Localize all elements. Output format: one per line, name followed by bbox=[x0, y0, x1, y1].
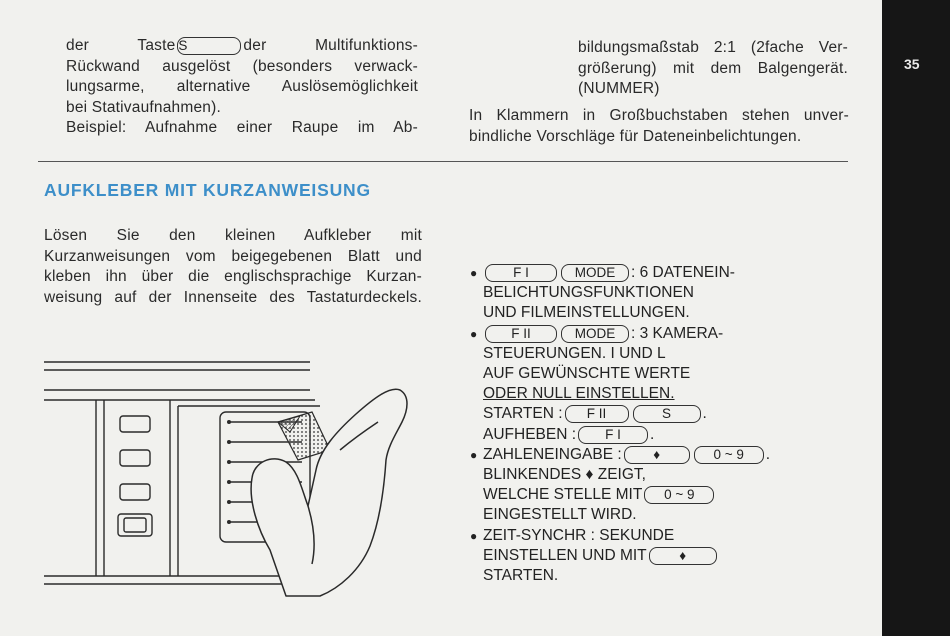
mode-key: MODE bbox=[561, 264, 629, 282]
instruction-4-line-3: STARTEN. bbox=[483, 567, 559, 585]
diamond-key: ♦ bbox=[624, 446, 690, 464]
instruction-3-line-4: EINGESTELLT WIRD. bbox=[483, 506, 637, 524]
sticker-line-4: weisung auf der Innenseite des Tastaturdeckels. bbox=[44, 288, 422, 306]
left-top-paragraph bbox=[66, 36, 418, 139]
left-top-line-1: der Taste S der Multifunktions- bbox=[66, 37, 418, 54]
right-top-line-2: größerung) mit dem Balgengerät. bbox=[578, 59, 848, 77]
instruction-list bbox=[470, 263, 870, 586]
instruction-2-start: STARTEN : F II S . bbox=[483, 405, 707, 423]
sticker-line-2: Kurzanweisungen vom beigegebenen Blatt und bbox=[44, 247, 422, 265]
right-top-line-4: In Klammern in Großbuchstaben stehen unver- bbox=[469, 107, 849, 124]
left-top-line-4: bei Stativaufnahmen). bbox=[66, 98, 221, 116]
left-top-line-2: Rückwand ausgelöst (besonders verwack- bbox=[66, 57, 418, 75]
range-key: 0 ~ 9 bbox=[644, 486, 714, 504]
page-edge-bar bbox=[882, 0, 950, 636]
fii-key: F II bbox=[565, 405, 629, 423]
right-top-line-3: (NUMMER) bbox=[578, 80, 660, 97]
fi-key: F I bbox=[578, 426, 648, 444]
instruction-2-line-4: ODER NULL EINSTELLEN. bbox=[483, 385, 675, 403]
left-top-line-5: Beispiel: Aufnahme einer Raupe im Ab- bbox=[66, 119, 418, 136]
right-top-paragraph bbox=[578, 38, 848, 100]
instruction-1-line-2: BELICHTUNGSFUNKTIONEN bbox=[483, 284, 694, 302]
fi-key: F I bbox=[485, 264, 557, 282]
instruction-3: ● ZAHLENEINGABE : ♦ 0 ~ 9 . bbox=[470, 445, 770, 463]
sticker-line-3: kleben ihn über die englischsprachige Kurzan- bbox=[44, 268, 422, 285]
instruction-3-line-3: WELCHE STELLE MIT 0 ~ 9 bbox=[470, 485, 870, 505]
mode-key: MODE bbox=[561, 325, 629, 343]
section-divider bbox=[38, 161, 848, 162]
sticker-paragraph bbox=[44, 226, 422, 308]
range-key: 0 ~ 9 bbox=[694, 446, 764, 464]
left-top-line-3: lungsarme, alternative Auslösemöglichkeit bbox=[66, 78, 418, 95]
diamond-key: ♦ bbox=[649, 547, 717, 565]
instruction-4: ● ZEIT-SYNCHR : SEKUNDE bbox=[470, 526, 675, 544]
s-key: S bbox=[177, 37, 241, 55]
instruction-2-line-2: STEUERUNGEN. I UND L bbox=[483, 344, 666, 362]
instruction-1-line-3: UND FILMEINSTELLUNGEN. bbox=[483, 304, 690, 322]
instruction-2-line-3: AUF GEWÜNSCHTE WERTE bbox=[483, 365, 691, 383]
s-key: S bbox=[633, 405, 701, 423]
sticker-line-1: Lösen Sie den kleinen Aufkleber mit bbox=[44, 227, 422, 244]
instruction-2: ● F II MODE : 3 KAMERA- bbox=[470, 324, 724, 342]
section-heading: AUFKLEBER MIT KURZANWEISUNG bbox=[44, 180, 371, 200]
right-top-note bbox=[469, 106, 849, 147]
instruction-4-line-2: EINSTELLEN UND MIT ♦ bbox=[470, 546, 870, 566]
instruction-1: ● F I MODE : 6 DATENEIN- bbox=[470, 264, 735, 281]
page-number: 35 bbox=[904, 56, 920, 72]
instruction-3-line-2: BLINKENDES ♦ ZEIGT, bbox=[483, 466, 646, 484]
right-top-line-1: bildungsmaßstab 2:1 (2fache Ver- bbox=[578, 39, 848, 56]
instruction-2-cancel: AUFHEBEN : F I . bbox=[483, 425, 655, 443]
fii-key: F II bbox=[485, 325, 557, 343]
sticker-application-illustration bbox=[40, 350, 420, 600]
right-top-line-5: bindliche Vorschläge für Dateneinbelichtungen. bbox=[469, 127, 802, 145]
